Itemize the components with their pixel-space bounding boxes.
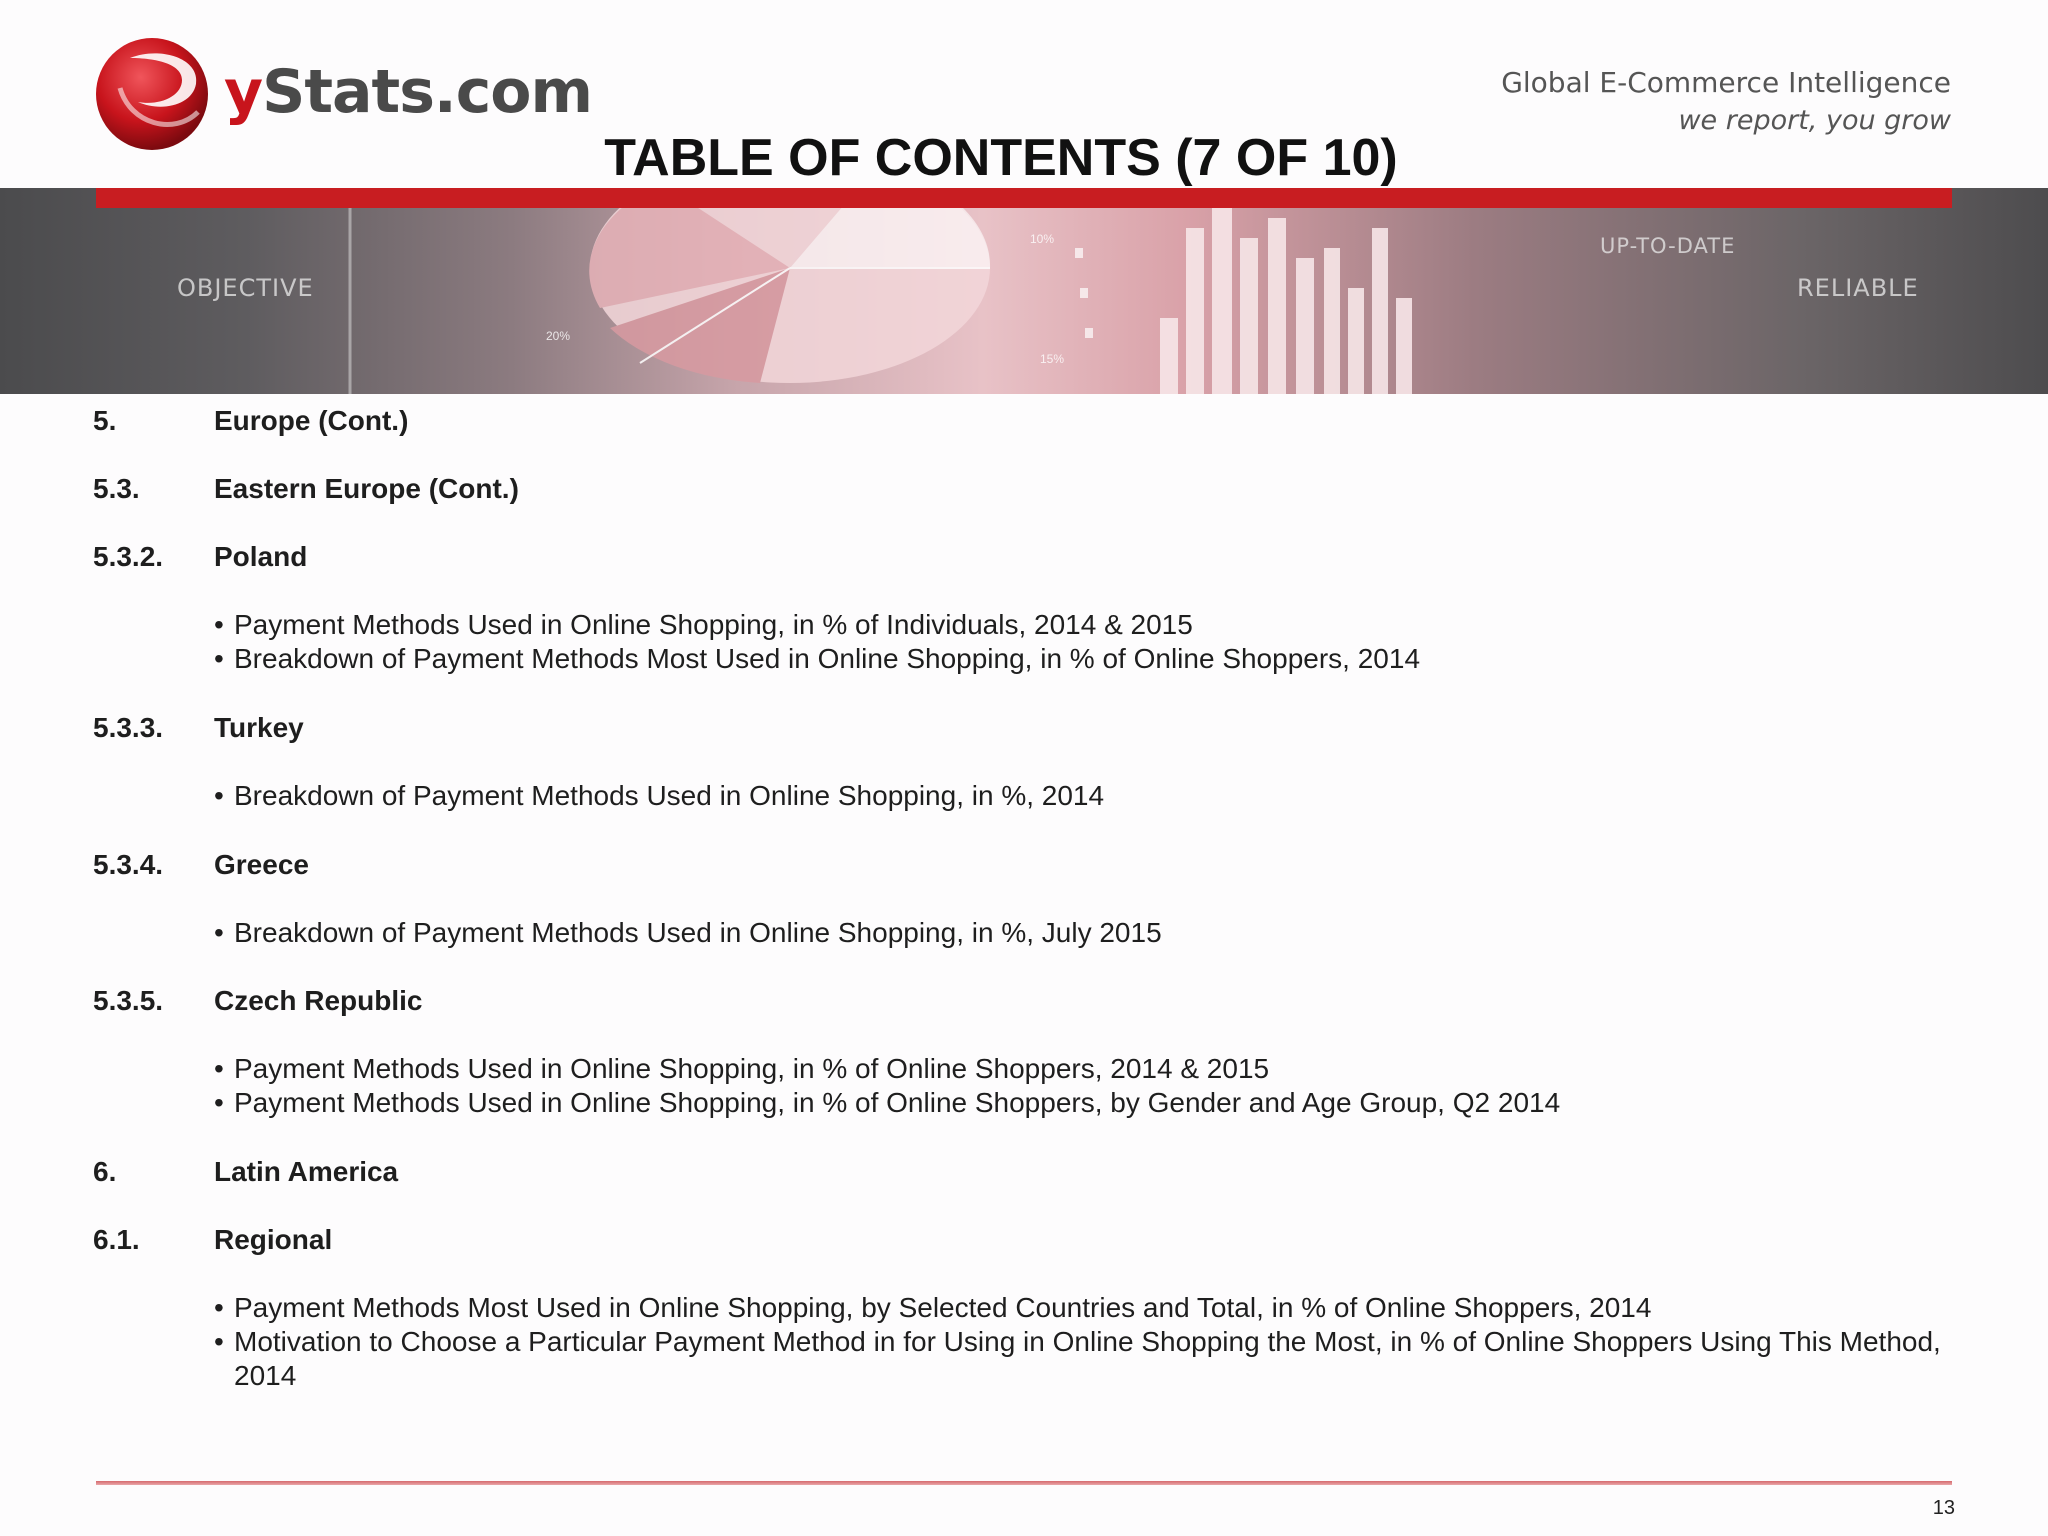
banner-word-up-to-date: UP-TO-DATE [1600, 234, 1736, 258]
toc-item: • Payment Methods Used in Online Shopping, in % of Individuals, 2014 & 2015 [214, 608, 1974, 642]
tagline [1501, 66, 1951, 136]
toc-heading-6 [93, 1156, 398, 1188]
banner-word-reliable: RELIABLE [1797, 274, 1919, 302]
toc-number: 6. [93, 1156, 117, 1187]
toc-item-text: Breakdown of Payment Methods Used in Online Shopping, in %, 2014 [234, 780, 1105, 811]
toc-items-turkey [214, 779, 1974, 813]
page-number: 13 [1932, 1497, 1955, 1519]
toc-items-poland [214, 608, 1974, 676]
toc-item-text: Payment Methods Used in Online Shopping, in % of Online Shoppers, by Gender and Age Group, Q2 2014 [234, 1087, 1561, 1118]
dot-markers [1075, 248, 1093, 338]
toc-number: 5. [93, 405, 117, 436]
toc-item: • Breakdown of Payment Methods Most Used in Online Shopping, in % of Online Shoppers, 2014 [214, 642, 1974, 676]
toc-item-text: Breakdown of Payment Methods Used in Online Shopping, in %, July 2015 [234, 917, 1162, 948]
header-banner [0, 188, 2048, 394]
banner-label-20: 20% [546, 329, 571, 343]
bar-chart-graphic [1160, 208, 1412, 394]
toc-title: Latin America [214, 1156, 399, 1187]
pie-chart-graphic [589, 188, 990, 383]
toc-title: Turkey [214, 712, 304, 743]
toc-title: Poland [214, 541, 308, 572]
toc-heading-5-3-5 [93, 985, 422, 1017]
toc-title: Greece [214, 849, 309, 880]
toc-heading-5 [93, 405, 408, 437]
toc-items-czech-republic [214, 1052, 1974, 1120]
toc-number: 5.3.3. [93, 712, 164, 743]
toc-title: Europe (Cont.) [214, 405, 409, 436]
banner-word-objective: OBJECTIVE [177, 274, 314, 302]
toc-item: • Breakdown of Payment Methods Used in Online Shopping, in %, 2014 [214, 779, 1974, 813]
toc-heading-5-3 [93, 473, 519, 505]
page-title [0, 128, 2048, 188]
toc-number: 6.1. [93, 1224, 140, 1255]
footer-divider [96, 1481, 1952, 1485]
page-title-text: TABLE OF CONTENTS (7 OF 10) [604, 129, 1398, 187]
header-red-bar [96, 188, 1952, 208]
toc-title: Eastern Europe (Cont.) [214, 473, 519, 504]
toc-number: 5.3. [93, 473, 140, 504]
toc-title: Czech Republic [214, 985, 423, 1016]
toc-items-greece [214, 916, 1974, 950]
toc-item-text: Motivation to Choose a Particular Payment Method in for Using in Online Shopping the Most, in % of Online Shoppers Using This Method, 2014 [234, 1326, 1941, 1391]
toc-items-regional [214, 1291, 1974, 1393]
toc-item: • Payment Methods Used in Online Shopping, in % of Online Shoppers, 2014 & 2015 [214, 1052, 1974, 1086]
toc-item: • Motivation to Choose a Particular Payment Method in for Using in Online Shopping the Most, in % of Online Shoppers Using This Method, 2014 [214, 1325, 1974, 1393]
toc-number: 5.3.2. [93, 541, 164, 572]
banner-label-10: 10% [1030, 232, 1055, 246]
toc-heading-6-1 [93, 1224, 332, 1256]
tagline-line-2: we report, you grow [1678, 105, 1951, 136]
logo-wordmark-rest: Stats.com [262, 57, 593, 127]
toc-item: • Payment Methods Most Used in Online Shopping, by Selected Countries and Total, in % of Online Shoppers, 2014 [214, 1291, 1974, 1325]
toc-item-text: Payment Methods Most Used in Online Shopping, by Selected Countries and Total, in % of Online Shoppers, 2014 [234, 1292, 1652, 1323]
toc-item-text: Payment Methods Used in Online Shopping, in % of Individuals, 2014 & 2015 [234, 609, 1193, 640]
toc-number: 5.3.5. [93, 985, 164, 1016]
tagline-line-1: Global E-Commerce Intelligence [1501, 66, 1951, 99]
toc-title: Regional [214, 1224, 333, 1255]
toc-number: 5.3.4. [93, 849, 164, 880]
toc-item: • Payment Methods Used in Online Shopping, in % of Online Shoppers, by Gender and Age Group, Q2 2014 [214, 1086, 1974, 1120]
toc-heading-5-3-3 [93, 712, 304, 744]
toc-heading-5-3-4 [93, 849, 309, 881]
toc-item-text: Breakdown of Payment Methods Most Used in Online Shopping, in % of Online Shoppers, 2014 [234, 643, 1421, 674]
banner-label-15: 15% [1040, 352, 1065, 366]
toc-item: • Breakdown of Payment Methods Used in Online Shopping, in %, July 2015 [214, 916, 1974, 950]
toc-item-text: Payment Methods Used in Online Shopping, in % of Online Shoppers, 2014 & 2015 [234, 1053, 1270, 1084]
toc-heading-5-3-2 [93, 541, 307, 573]
logo-wordmark: yStats.com [224, 57, 593, 127]
